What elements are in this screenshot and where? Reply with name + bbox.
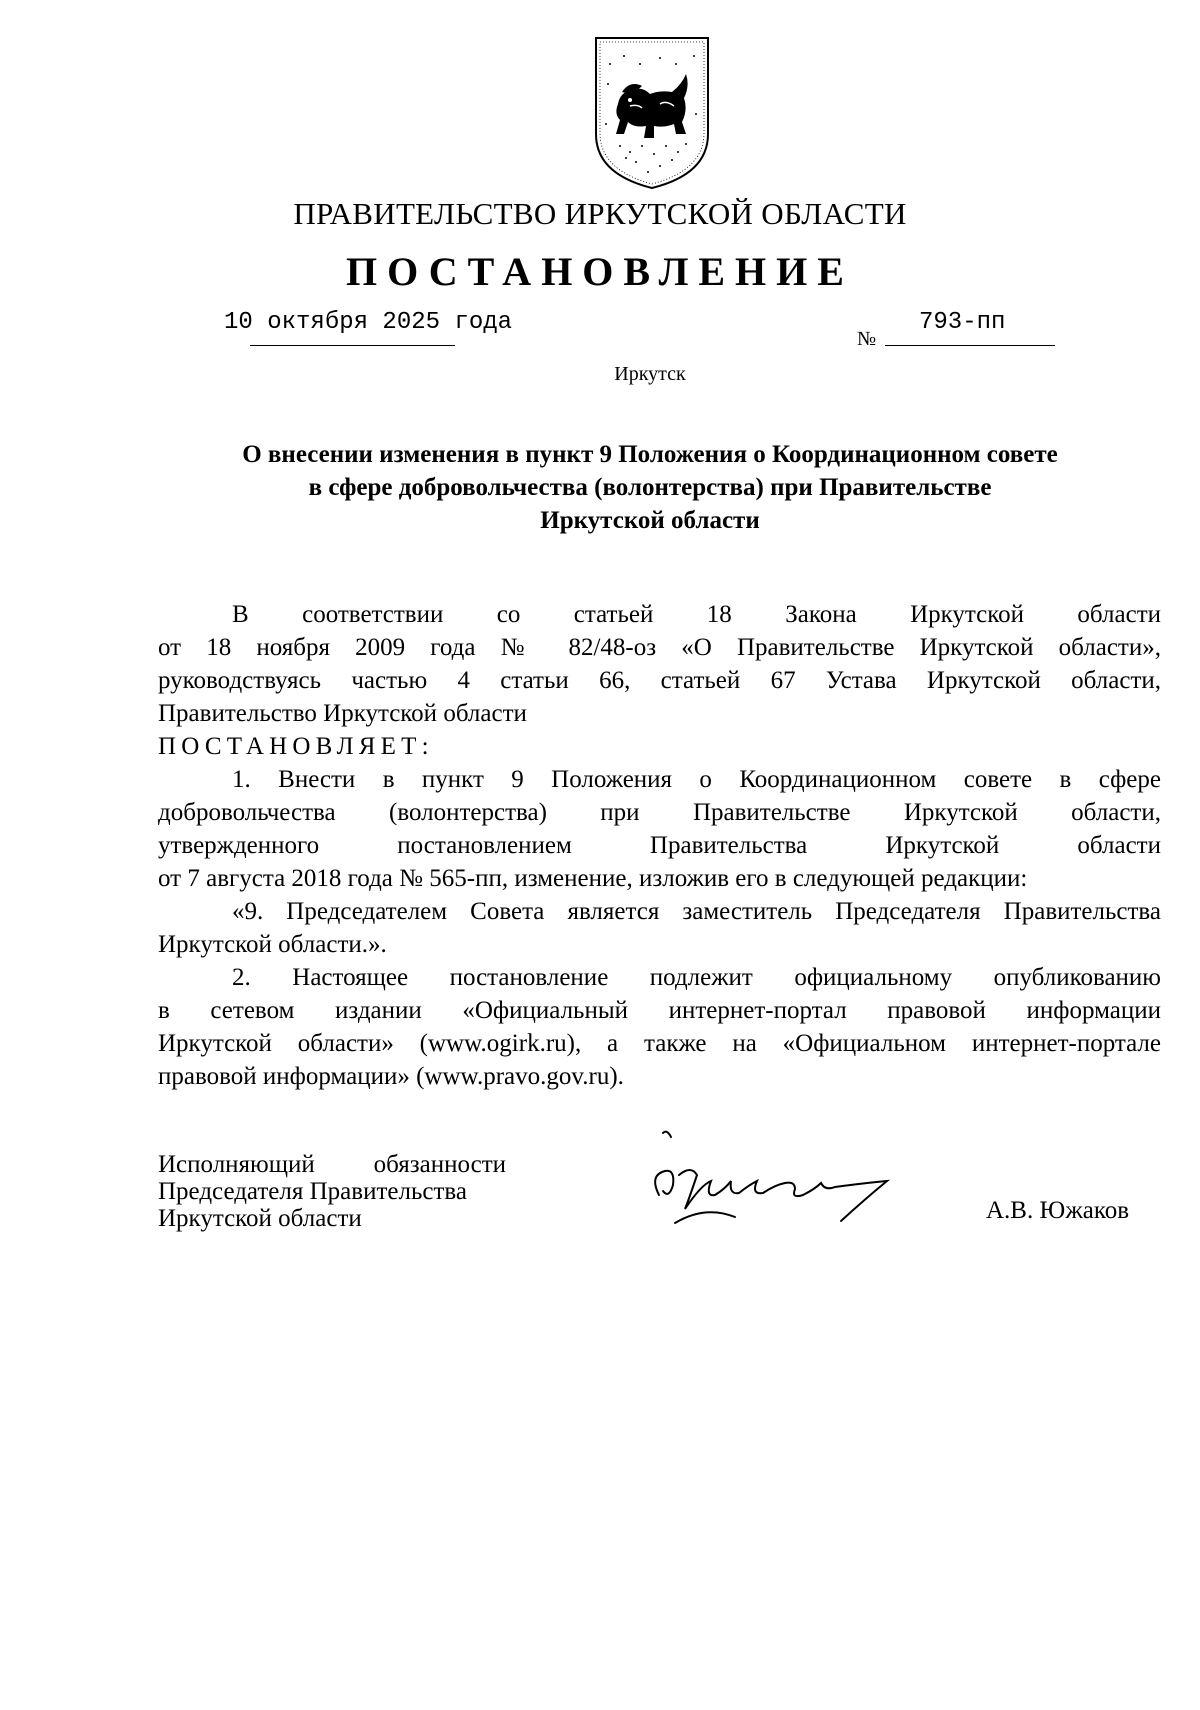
signer-position-line: Председателя Правительства: [158, 1178, 467, 1205]
body-line: «9. Председателем Совета является заместитель Председателя Правительства: [232, 898, 1161, 925]
signer-name: А.В. Южаков: [986, 1197, 1130, 1224]
government-name: ПРАВИТЕЛЬСТВО ИРКУТСКОЙ ОБЛАСТИ: [293, 196, 907, 231]
document-title: [0, 438, 1200, 537]
number-underline: [885, 345, 1055, 346]
resolution-word: ПОСТАНОВЛЯЕТ:: [158, 733, 434, 760]
body-line: 2. Настоящее постановление подлежит официальному опубликованию: [232, 964, 1161, 991]
body-line: добровольчества (волонтерства) при Правительстве Иркутской области,: [158, 799, 1161, 826]
body-line: руководствуясь частью 4 статьи 66, статьей 67 Устава Иркутской области,: [158, 667, 1161, 694]
body-line: В соответствии со статьей 18 Закона Иркутской области: [232, 601, 1161, 628]
body-line: утвержденного постановлением Правительства Иркутской области: [158, 832, 1161, 859]
signer-position: [158, 1151, 506, 1232]
title-line: в сфере добровольчества (волонтерства) при Правительстве: [308, 474, 992, 501]
body-line: в сетевом издании «Официальный интернет-портал правовой информации: [158, 997, 1161, 1024]
document-number: 793-пп: [919, 309, 1006, 336]
document-type: ПОСТАНОВЛЕНИЕ: [346, 249, 854, 294]
document-date: 10 октября 2025 года: [224, 309, 513, 336]
body-line: Иркутской области.».: [158, 931, 387, 958]
coat-of-arms-icon: [590, 34, 714, 192]
title-line: О внесении изменения в пункт 9 Положения о Координационном совете: [242, 441, 1058, 468]
number-sign: №: [857, 328, 877, 350]
body-line: от 18 ноября 2009 года № 82/48-оз «О Правительстве Иркутской области»,: [158, 634, 1161, 661]
document-body: [158, 598, 1161, 1093]
body-line: Иркутской области» (www.ogirk.ru), а также на «Официальном интернет-портале: [158, 1030, 1161, 1057]
body-line: от 7 августа 2018 года № 565-пп, изменение, изложив его в следующей редакции:: [158, 865, 1028, 892]
city: Иркутск: [614, 363, 686, 385]
body-line: правовой информации» (www.pravo.gov.ru).: [158, 1063, 624, 1090]
signer-position-line: Исполняющий обязанности: [158, 1151, 506, 1178]
title-line: Иркутской области: [540, 507, 760, 534]
body-line: Правительство Иркутской области: [158, 700, 527, 727]
body-line: 1. Внести в пункт 9 Положения о Координационном совете в сфере: [232, 766, 1161, 793]
handwritten-signature-icon: [645, 1125, 915, 1240]
signer-position-line: Иркутской области: [158, 1205, 362, 1232]
date-underline: [250, 345, 455, 346]
